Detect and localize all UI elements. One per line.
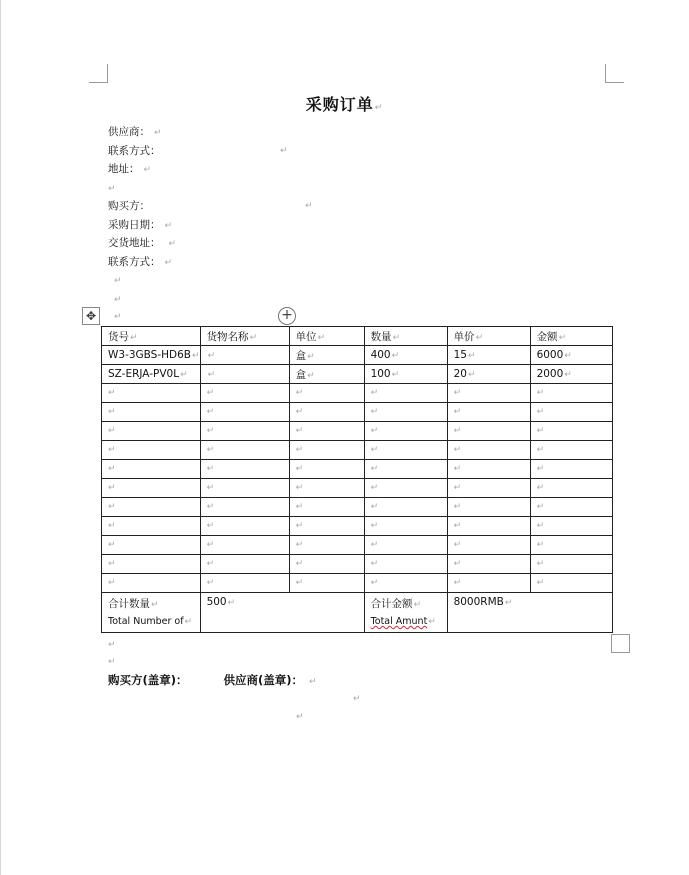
buyer-seal-label: 购买方(盖章)：	[108, 673, 188, 687]
paragraph-mark: ↵	[305, 201, 313, 211]
paragraph-mark: ↵	[143, 165, 152, 175]
cell-unit-price[interactable]: 20↵	[447, 365, 530, 384]
cell-item-no[interactable]: SZ-ERJA-PV0L↵	[102, 365, 201, 384]
paragraph-mark: ↵	[374, 103, 384, 113]
cell-total-amount-label[interactable]: 合计金额↵ Total Amunt↵	[364, 593, 447, 633]
paragraph-mark: ↵	[108, 657, 116, 667]
table-cell-empty[interactable]: ↵	[364, 555, 447, 574]
table-cell-empty[interactable]: ↵	[447, 441, 530, 460]
table-row-empty	[102, 441, 613, 460]
table-cell-empty[interactable]: ↵	[447, 555, 530, 574]
table-row-empty	[102, 574, 613, 593]
field-address[interactable]: 地址： ↵	[108, 163, 152, 175]
supplier-seal-label: 供应商(盖章)：	[223, 673, 304, 687]
table-cell-empty[interactable]: ↵	[530, 536, 612, 555]
table-cell-empty[interactable]: ↵	[447, 403, 530, 422]
table-resize-handle-icon[interactable]	[611, 634, 630, 653]
insert-column-icon[interactable]: +	[278, 307, 296, 325]
table-cell-empty[interactable]: ↵	[530, 460, 612, 479]
table-cell-empty[interactable]: ↵	[289, 574, 364, 593]
header-amount[interactable]: 金额↵	[530, 327, 612, 346]
header-item-no[interactable]: 货号↵	[102, 327, 201, 346]
table-row-empty	[102, 422, 613, 441]
table-cell-empty[interactable]: ↵	[289, 384, 364, 403]
table-cell-empty[interactable]: ↵	[200, 460, 289, 479]
table-cell-empty[interactable]: ↵	[447, 517, 530, 536]
table-cell-empty[interactable]: ↵	[364, 403, 447, 422]
cell-unit[interactable]: 盒↵	[289, 365, 364, 384]
table-cell-empty[interactable]: ↵	[364, 517, 447, 536]
table-cell-empty[interactable]: ↵	[102, 384, 201, 403]
table-cell-empty[interactable]: ↵	[530, 498, 612, 517]
table-cell-empty[interactable]: ↵	[200, 441, 289, 460]
paragraph-mark: ↵	[168, 239, 177, 249]
table-cell-empty[interactable]: ↵	[447, 460, 530, 479]
table-cell-empty[interactable]: ↵	[364, 536, 447, 555]
table-cell-empty[interactable]: ↵	[530, 441, 612, 460]
cell-total-amount-value[interactable]: 8000RMB↵	[447, 593, 612, 633]
header-goods-name[interactable]: 货物名称↵	[200, 327, 289, 346]
table-cell-empty[interactable]: ↵	[530, 422, 612, 441]
table-cell-empty[interactable]: ↵	[447, 384, 530, 403]
field-supplier[interactable]: 供应商： ↵	[108, 126, 162, 138]
table-cell-empty[interactable]: ↵	[289, 441, 364, 460]
paragraph-mark: ↵	[353, 694, 361, 704]
table-cell-empty[interactable]: ↵	[530, 517, 612, 536]
table-cell-empty[interactable]: ↵	[102, 403, 201, 422]
table-cell-empty[interactable]: ↵	[364, 479, 447, 498]
table-cell-empty[interactable]: ↵	[289, 479, 364, 498]
paragraph-mark: ↵	[108, 183, 116, 194]
paragraph-mark: ↵	[154, 128, 162, 138]
table-cell-empty[interactable]: ↵	[289, 555, 364, 574]
table-row-empty	[102, 536, 613, 555]
table-cell-empty[interactable]: ↵	[289, 422, 364, 441]
table-row-empty	[102, 498, 613, 517]
paragraph-mark: ↵	[114, 295, 122, 305]
table-cell-empty[interactable]: ↵	[447, 574, 530, 593]
paragraph-mark: ↵	[114, 276, 122, 286]
table-total-row	[102, 593, 613, 633]
field-purchase-date[interactable]: 采购日期： ↵	[108, 218, 173, 231]
field-buyer[interactable]: 购买方： ↵	[108, 197, 176, 216]
table-row	[102, 365, 613, 384]
table-cell-empty[interactable]: ↵	[200, 498, 289, 517]
table-cell-empty[interactable]: ↵	[447, 479, 530, 498]
cell-total-qty-value[interactable]: 500↵	[200, 593, 364, 633]
table-cell-empty[interactable]: ↵	[364, 422, 447, 441]
crop-mark-top-left	[89, 64, 108, 83]
paragraph-mark: ↵	[296, 712, 304, 722]
paragraph-mark: ↵	[280, 145, 288, 156]
table-cell-empty[interactable]: ↵	[200, 574, 289, 593]
table-cell-empty[interactable]: ↵	[102, 479, 201, 498]
table-cell-empty[interactable]: ↵	[200, 517, 289, 536]
table-cell-empty[interactable]: ↵	[364, 574, 447, 593]
header-quantity[interactable]: 数量↵	[364, 327, 447, 346]
document-title[interactable]: 采购订单↵	[305, 95, 384, 114]
table-cell-empty[interactable]: ↵	[447, 498, 530, 517]
table-move-handle-icon[interactable]: ✥	[82, 307, 100, 325]
table-cell-empty[interactable]: ↵	[200, 403, 289, 422]
table-cell-empty[interactable]: ↵	[102, 441, 201, 460]
paragraph-mark: ↵	[164, 257, 173, 268]
table-cell-empty[interactable]: ↵	[447, 422, 530, 441]
field-supplier-contact[interactable]: 联系方式： ↵	[108, 142, 176, 161]
table-cell-empty[interactable]: ↵	[364, 384, 447, 403]
paragraph-mark: ↵	[309, 677, 317, 687]
table-cell-empty[interactable]: ↵	[364, 498, 447, 517]
table-cell-empty[interactable]: ↵	[530, 574, 612, 593]
cell-amount[interactable]: 6000↵	[530, 346, 612, 365]
table-cell-empty[interactable]: ↵	[289, 517, 364, 536]
header-unit-price[interactable]: 单价↵	[447, 327, 530, 346]
table-cell-empty[interactable]: ↵	[200, 555, 289, 574]
table-cell-empty[interactable]: ↵	[364, 460, 447, 479]
cell-total-qty-label[interactable]: 合计数量↵ Total Number of↵	[102, 593, 201, 633]
table-cell-empty[interactable]: ↵	[102, 517, 201, 536]
field-blank[interactable]	[108, 179, 176, 198]
paragraph-mark: ↵	[164, 220, 173, 231]
table-cell-empty[interactable]: ↵	[200, 422, 289, 441]
table-header-row	[102, 327, 613, 346]
header-unit[interactable]: 单位↵	[289, 327, 364, 346]
cell-goods-name[interactable]: ↵	[200, 365, 289, 384]
table-row-empty	[102, 555, 613, 574]
table-row-empty	[102, 384, 613, 403]
table-cell-empty[interactable]: ↵	[200, 479, 289, 498]
paragraph-mark: ↵	[108, 640, 116, 650]
table-row-empty	[102, 517, 613, 536]
table-row-empty	[102, 479, 613, 498]
page-left-edge	[0, 0, 1, 875]
paragraph-mark: ↵	[114, 312, 122, 322]
table-cell-empty[interactable]: ↵	[530, 555, 612, 574]
table-row	[102, 346, 613, 365]
crop-mark-top-right	[605, 64, 624, 83]
table-cell-empty[interactable]: ↵	[530, 403, 612, 422]
header-fields	[108, 123, 313, 271]
cell-item-no[interactable]: W3-3GBS-HD6B↵	[102, 346, 201, 365]
table-cell-empty[interactable]: ↵	[289, 460, 364, 479]
table-cell-empty[interactable]: ↵	[102, 574, 201, 593]
table-cell-empty[interactable]: ↵	[102, 460, 201, 479]
table-cell-empty[interactable]: ↵	[102, 536, 201, 555]
field-delivery-address[interactable]: 交货地址： ↵	[108, 237, 177, 249]
cell-unit-price[interactable]: 15↵	[447, 346, 530, 365]
table-cell-empty[interactable]: ↵	[200, 384, 289, 403]
cell-amount[interactable]: 2000↵	[530, 365, 612, 384]
table-cell-empty[interactable]: ↵	[102, 422, 201, 441]
table-cell-empty[interactable]: ↵	[289, 536, 364, 555]
table-row-empty	[102, 460, 613, 479]
cell-quantity[interactable]: 400↵	[364, 346, 447, 365]
table-cell-empty[interactable]: ↵	[289, 498, 364, 517]
table-cell-empty[interactable]: ↵	[102, 498, 201, 517]
table-cell-empty[interactable]: ↵	[530, 384, 612, 403]
table-cell-empty[interactable]: ↵	[364, 441, 447, 460]
signature-line[interactable]	[108, 672, 317, 688]
table-cell-empty[interactable]: ↵	[289, 403, 364, 422]
table-cell-empty[interactable]: ↵	[447, 536, 530, 555]
cell-unit[interactable]: 盒↵	[289, 346, 364, 365]
field-buyer-contact[interactable]: 联系方式： ↵	[108, 255, 173, 268]
table-cell-empty[interactable]: ↵	[102, 555, 201, 574]
table-cell-empty[interactable]: ↵	[530, 479, 612, 498]
cell-quantity[interactable]: 100↵	[364, 365, 447, 384]
table-row-empty	[102, 403, 613, 422]
order-table	[101, 326, 613, 633]
table-cell-empty[interactable]: ↵	[200, 536, 289, 555]
cell-goods-name[interactable]: ↵	[200, 346, 289, 365]
